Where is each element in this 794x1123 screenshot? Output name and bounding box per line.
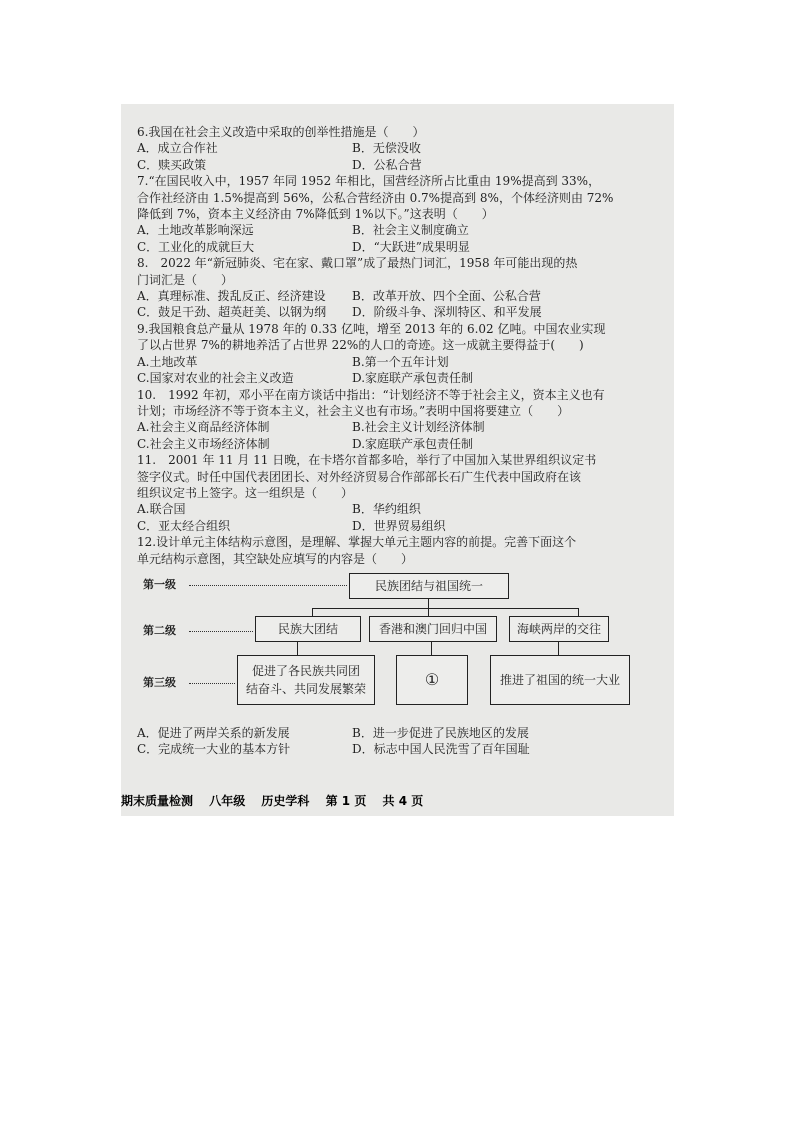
question-8-options-row2 [137, 304, 667, 320]
q8-option-b: B．改革开放、四个全面、公私合营 [352, 289, 541, 304]
question-7-stem-line: 合作社经济由 1.5%提高到 56%，公私合营经济由 0.7%提高到 8%，个体经济则由 72% [137, 190, 614, 205]
level-3-box-right: 推进了祖国的统一大业 [490, 655, 630, 705]
level-1-label: 第一级 [143, 577, 176, 591]
q9-option-d: D.家庭联产承包责任制 [352, 371, 474, 386]
footer-exam: 期末质量检测 [121, 794, 194, 808]
question-11-stem-line: 11. 2001 年 11 月 11 日晚，在卡塔尔首都多哈，举行了中国加入某世界组织议定书 [137, 453, 597, 468]
level-2-dotted-leader [189, 631, 253, 632]
q11-option-a: A.联合国 [137, 502, 186, 517]
question-9-stem-line: 了以占世界 7%的耕地养活了占世界 22%的人口的奇迹。这一成就主要得益于( ) [137, 338, 584, 353]
q11-option-d: D．世界贸易组织 [352, 518, 446, 533]
unit-structure-diagram [137, 573, 667, 725]
footer-total: 共 4 页 [382, 794, 424, 808]
connector-line [312, 608, 578, 609]
question-7-stem-line: 7.“在国民收入中，1957 年同 1952 年相比，国营经济所占比重由 19%提高到 33%， [137, 174, 601, 189]
level-2-label: 第二级 [143, 623, 176, 637]
level-3-left-line: 促进了各民族共同团 [251, 663, 360, 678]
footer-grade: 八年级 [209, 794, 246, 808]
question-11-options-row2 [137, 518, 667, 534]
q12-option-a: A．促进了两岸关系的新发展 [137, 725, 290, 740]
connector-line [578, 608, 579, 616]
q6-option-d: D．公私合营 [352, 157, 422, 172]
q12-option-d: D．标志中国人民洗雪了百年国耻 [352, 742, 530, 757]
question-9-options-row2 [137, 370, 667, 386]
level-1-dotted-leader [189, 585, 347, 586]
connector-line [297, 642, 298, 655]
question-8-stem-line: 8. 2022 年“新冠肺炎、宅在家、戴口罩”成了最热门词汇，1958 年可能出现的热 [137, 256, 578, 271]
footer-subject: 历史学科 [261, 794, 310, 808]
question-6-options-row1 [137, 140, 667, 156]
question-10-options-row1 [137, 419, 667, 435]
level-3-dotted-leader [189, 683, 235, 684]
q6-option-b: B．无偿没收 [352, 141, 421, 156]
q12-option-b: B．进一步促进了民族地区的发展 [352, 725, 529, 740]
question-9-stem-line: 9.我国粮食总产量从 1978 年的 0.33 亿吨，增至 2013 年的 6.02 亿吨。中国农业实现 [137, 321, 606, 336]
question-10-stem-line: 计划；市场经济不等于资本主义，社会主义也有市场。”表明中国将要建立（ ） [137, 403, 570, 418]
question-11-stem-line: 组织议定书上签字。这一组织是（ ） [137, 485, 354, 500]
question-6-stem: 6.我国在社会主义改造中采取的创举性措施是（ ） [137, 125, 425, 139]
q10-option-b: B.社会主义计划经济体制 [352, 420, 485, 435]
question-9-options-row1 [137, 354, 667, 370]
exam-content [137, 124, 667, 758]
q9-option-b: B.第一个五年计划 [352, 354, 449, 369]
question-11-stem-line: 签字仪式。时任中国代表团团长、对外经济贸易合作部部长石广生代表中国政府在该 [137, 469, 582, 484]
q7-option-b: B．社会主义制度确立 [352, 223, 469, 238]
level-3-label: 第三级 [143, 675, 176, 689]
question-12-stem-line: 12.设计单元主体结构示意图，是理解、掌握大单元主题内容的前提。完善下面这个 [137, 535, 577, 550]
question-8-options-row1 [137, 288, 667, 304]
q10-option-a: A.社会主义商品经济体制 [137, 420, 270, 435]
level-3-box-left [237, 655, 375, 705]
q8-option-c: C．鼓足干劲、超英赶美、以钢为纲 [137, 305, 327, 320]
level-3-box-blank: ① [396, 655, 468, 705]
q6-option-a: A．成立合作社 [137, 141, 218, 156]
q6-option-c: C．赎买政策 [137, 157, 207, 172]
q8-option-d: D．阶级斗争、深圳特区、和平发展 [352, 305, 542, 320]
q11-option-c: C．亚太经合组织 [137, 518, 231, 533]
q10-option-d: D.家庭联产承包责任制 [352, 436, 474, 451]
question-12-options-row2 [137, 741, 667, 757]
question-12-options-row1 [137, 725, 667, 741]
q7-option-a: A．土地改革影响深远 [137, 223, 254, 238]
connector-line [428, 599, 429, 608]
connector-line [428, 608, 429, 616]
q9-option-a: A.土地改革 [137, 354, 198, 369]
question-7-options-row2 [137, 239, 667, 255]
footer-page: 第 1 页 [325, 794, 367, 808]
q10-option-c: C.社会主义市场经济体制 [137, 436, 270, 451]
question-6-options-row2 [137, 157, 667, 173]
q12-option-c: C．完成统一大业的基本方针 [137, 742, 291, 757]
exam-sheet-photo [121, 104, 674, 816]
question-10-stem-line: 10. 1992 年初，邓小平在南方谈话中指出：“计划经济不等于社会主义，资本主义也有 [137, 387, 605, 402]
connector-line [312, 608, 313, 616]
question-11-options-row1 [137, 501, 667, 517]
page-footer [121, 792, 435, 809]
level-2-box-hk-macau: 香港和澳门回归中国 [369, 616, 497, 642]
q8-option-a: A．真理标准、拨乱反正、经济建设 [137, 289, 326, 304]
connector-line [558, 642, 559, 655]
question-10-options-row2 [137, 436, 667, 452]
question-7-options-row1 [137, 222, 667, 238]
q11-option-b: B．华约组织 [352, 502, 421, 517]
question-12-stem-line: 单元结构示意图，其空缺处应填写的内容是（ ） [137, 551, 414, 566]
level-1-box: 民族团结与祖国统一 [349, 573, 509, 599]
question-8-stem-line: 门词汇是（ ） [137, 272, 234, 287]
connector-line [431, 642, 432, 655]
q7-option-c: C．工业化的成就巨大 [137, 239, 255, 254]
level-2-box-cross-strait: 海峡两岸的交往 [509, 616, 609, 642]
level-2-box-ethnic-unity: 民族大团结 [255, 616, 361, 642]
question-7-stem-line: 降低到 7%，资本主义经济由 7%降低到 1%以下。”这表明（ ） [137, 207, 494, 222]
level-3-left-line: 结奋斗、共同发展繁荣 [245, 681, 366, 696]
q9-option-c: C.国家对农业的社会主义改造 [137, 371, 294, 386]
q7-option-d: D．“大跃进”成果明显 [352, 239, 470, 254]
